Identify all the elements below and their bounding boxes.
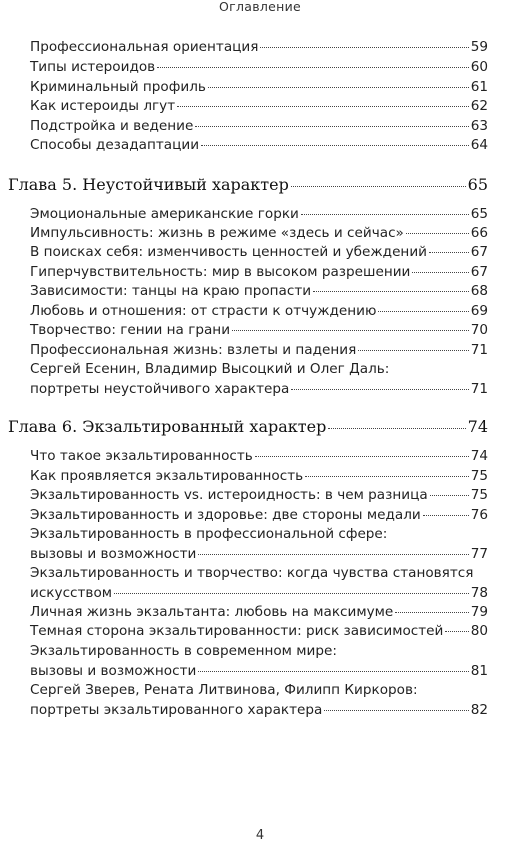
toc-entry-title: Профессиональная ориентация bbox=[30, 39, 259, 55]
toc-entry[interactable] bbox=[30, 224, 488, 244]
toc-entry[interactable] bbox=[30, 681, 488, 720]
toc-entry-title: Профессиональная жизнь: взлеты и падения bbox=[30, 342, 357, 358]
dot-leader bbox=[198, 553, 468, 555]
toc-entry-title: вызовы и возможности bbox=[30, 545, 197, 562]
toc-entry-title: Экзальтированность vs. истероидность: в чем разница bbox=[30, 487, 428, 503]
dot-leader bbox=[430, 494, 469, 496]
dot-leader bbox=[301, 213, 469, 215]
toc-entry[interactable] bbox=[30, 117, 488, 137]
dot-leader bbox=[291, 185, 466, 187]
toc-entry-page: 65 bbox=[470, 206, 488, 222]
toc-entry-title: Личная жизнь экзальтанта: любовь на максимуме bbox=[30, 604, 394, 620]
toc-entry[interactable] bbox=[30, 78, 488, 98]
toc-entry-title: Типы истероидов bbox=[30, 59, 156, 75]
running-header: Оглавление bbox=[218, 0, 302, 14]
dot-leader bbox=[395, 611, 468, 613]
toc-entry-page: 80 bbox=[470, 623, 488, 639]
dot-leader bbox=[358, 349, 468, 351]
toc-entry[interactable] bbox=[30, 58, 488, 78]
toc-entry-title: В поисках себя: изменчивость ценностей и убеждений bbox=[30, 244, 427, 260]
toc-entry[interactable] bbox=[30, 506, 488, 526]
chapter-heading[interactable] bbox=[8, 174, 488, 196]
toc-entry-title: Криминальный профиль bbox=[30, 79, 206, 95]
toc-entry-title: вызовы и возможности bbox=[30, 662, 197, 679]
toc-entry-page: 62 bbox=[470, 98, 488, 114]
toc-entry[interactable] bbox=[30, 321, 488, 341]
toc-entry-title: Импульсивность: жизнь в режиме «здесь и сейчас» bbox=[30, 225, 404, 241]
dot-leader bbox=[429, 251, 469, 253]
toc-entry[interactable] bbox=[30, 642, 488, 681]
toc-entry[interactable] bbox=[30, 136, 488, 156]
dot-leader bbox=[208, 86, 469, 88]
toc-entry-title-line1: Экзальтированность и творчество: когда чувства становятся bbox=[30, 565, 474, 581]
toc-entry-title: Как проявляется экзальтированность bbox=[30, 468, 304, 484]
chapter-title: Глава 5. Неустойчивый характер bbox=[8, 175, 289, 194]
toc-entry-page: 60 bbox=[470, 59, 488, 75]
dot-leader bbox=[324, 709, 468, 711]
toc-entry-page: 82 bbox=[470, 701, 488, 718]
toc-entry-title: Творчество: гении на грани bbox=[30, 322, 231, 338]
toc-entry-title: Способы дезадаптации bbox=[30, 137, 200, 153]
toc-entry-title-line1: Экзальтированность в профессиональной сфере: bbox=[30, 526, 388, 542]
toc-entry-title: Как истероиды лгут bbox=[30, 98, 176, 114]
toc-entry-page: 79 bbox=[470, 604, 488, 620]
toc-entry[interactable] bbox=[30, 97, 488, 117]
toc-entry[interactable] bbox=[30, 282, 488, 302]
toc-entry-page: 71 bbox=[470, 380, 488, 397]
dot-leader bbox=[313, 290, 469, 292]
toc-entry-page: 68 bbox=[470, 283, 488, 299]
toc-entry[interactable] bbox=[30, 525, 488, 564]
dot-leader bbox=[378, 310, 468, 312]
toc-entry-page: 67 bbox=[470, 244, 488, 260]
toc-entry[interactable] bbox=[30, 564, 488, 603]
chapter-page: 74 bbox=[467, 417, 488, 436]
toc-entry[interactable] bbox=[30, 622, 488, 642]
dot-leader bbox=[232, 329, 469, 331]
dot-leader bbox=[291, 388, 468, 390]
toc-entry-title: Эмоциональные американские горки bbox=[30, 206, 299, 222]
toc-entry[interactable] bbox=[30, 603, 488, 623]
toc-entry-page: 78 bbox=[470, 584, 488, 601]
toc-entry-page: 77 bbox=[470, 545, 488, 562]
page-number: 4 bbox=[255, 828, 265, 843]
toc-entry[interactable] bbox=[30, 360, 488, 399]
toc-entry-page: 76 bbox=[470, 507, 488, 523]
chapter-heading[interactable] bbox=[8, 416, 488, 438]
toc-entry[interactable] bbox=[30, 486, 488, 506]
toc-entry-page: 61 bbox=[470, 79, 488, 95]
toc-entry[interactable] bbox=[30, 205, 488, 225]
toc-entry-title: Гиперчувствительность: мир в высоком разрешении bbox=[30, 264, 411, 280]
toc-entry-page: 59 bbox=[470, 39, 488, 55]
toc-entry-page: 74 bbox=[470, 448, 488, 464]
dot-leader bbox=[406, 232, 469, 234]
toc-entry[interactable] bbox=[30, 38, 488, 58]
toc-entry-page: 75 bbox=[470, 487, 488, 503]
toc-entry-page: 71 bbox=[470, 342, 488, 358]
dot-leader bbox=[423, 514, 469, 516]
toc-entry[interactable] bbox=[30, 302, 488, 322]
dot-leader bbox=[198, 670, 468, 672]
dot-leader bbox=[328, 427, 465, 429]
toc-entry-page: 63 bbox=[470, 118, 488, 134]
toc-entry-title: портреты экзальтированного характера bbox=[30, 701, 323, 718]
toc-entry-page: 67 bbox=[470, 264, 488, 280]
toc-entry-title: портреты неустойчивого характера bbox=[30, 380, 290, 397]
toc-entry-title: Подстройка и ведение bbox=[30, 118, 194, 134]
toc-entry[interactable] bbox=[30, 341, 488, 361]
toc-entry-page: 81 bbox=[470, 662, 488, 679]
toc-entry-page: 75 bbox=[470, 468, 488, 484]
dot-leader bbox=[177, 105, 469, 107]
dot-leader bbox=[195, 125, 468, 127]
dot-leader bbox=[157, 66, 469, 68]
dot-leader bbox=[114, 592, 469, 594]
toc-entry-title: искусством bbox=[30, 584, 113, 601]
dot-leader bbox=[412, 271, 468, 273]
dot-leader bbox=[255, 455, 469, 457]
toc-entry[interactable] bbox=[30, 263, 488, 283]
toc-entry-page: 69 bbox=[470, 303, 488, 319]
dot-leader bbox=[305, 475, 469, 477]
dot-leader bbox=[260, 46, 468, 48]
toc-entry-title: Темная сторона экзальтированности: риск зависимостей bbox=[30, 623, 444, 639]
toc-entry-page: 70 bbox=[470, 322, 488, 338]
dot-leader bbox=[201, 144, 469, 146]
toc-entry[interactable] bbox=[30, 243, 488, 263]
toc-entry[interactable] bbox=[30, 467, 488, 487]
dot-leader bbox=[445, 630, 468, 632]
toc-entry-title: Что такое экзальтированность bbox=[30, 448, 253, 464]
toc-entry-title-line1: Экзальтированность в современном мире: bbox=[30, 643, 337, 659]
toc-entry[interactable] bbox=[30, 447, 488, 467]
toc-entry-title: Зависимости: танцы на краю пропасти bbox=[30, 283, 312, 299]
toc-entry-title-line1: Сергей Есенин, Владимир Высоцкий и Олег Даль: bbox=[30, 361, 390, 377]
toc-entry-page: 64 bbox=[470, 137, 488, 153]
toc-entry-title: Любовь и отношения: от страсти к отчуждению bbox=[30, 303, 377, 319]
toc-entry-title: Экзальтированность и здоровье: две стороны медали bbox=[30, 507, 421, 523]
toc-entry-title-line1: Сергей Зверев, Рената Литвинова, Филипп Киркоров: bbox=[30, 682, 418, 698]
chapter-title: Глава 6. Экзальтированный характер bbox=[8, 417, 327, 436]
toc-entry-page: 66 bbox=[470, 225, 488, 241]
chapter-page: 65 bbox=[467, 175, 488, 194]
